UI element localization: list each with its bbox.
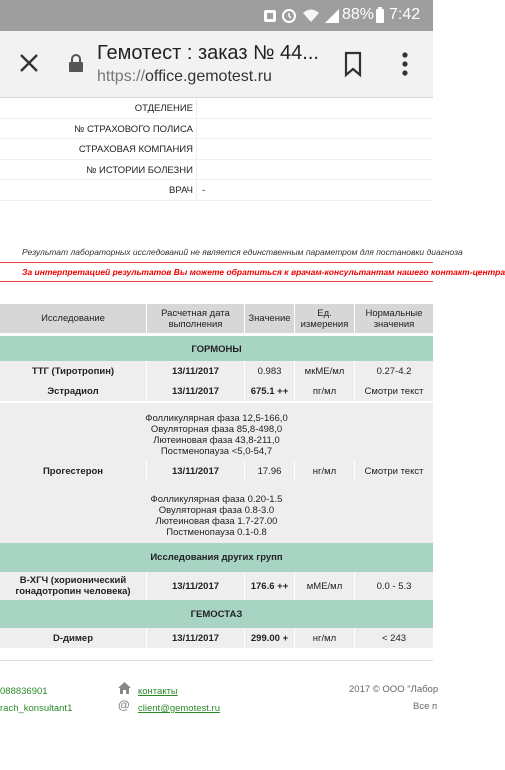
footer-divider <box>0 660 433 661</box>
battery-icon <box>375 7 385 24</box>
note-line: Фолликулярная фаза 0.20-1.5 <box>150 494 283 505</box>
wifi-icon <box>302 7 320 24</box>
page-url[interactable] <box>97 68 272 86</box>
info-row-policy <box>0 119 433 140</box>
group-header: Исследования других групп <box>0 543 433 572</box>
col-unit: Ед. измерения <box>295 304 355 333</box>
at-sign-icon: @ <box>118 698 130 712</box>
test-name: Прогестерон <box>0 461 147 481</box>
test-unit: пг/мл <box>295 381 355 401</box>
test-name: D-димер <box>0 628 147 648</box>
info-label: № ИСТОРИИ БОЛЕЗНИ <box>86 164 193 176</box>
battery-percent: 88% <box>342 6 375 23</box>
url-scheme: https:// <box>97 68 146 85</box>
col-norm: Нормальные значения <box>365 307 423 330</box>
note-line: Овуляторная фаза 85,8-498,0 <box>150 424 283 435</box>
table-row <box>0 381 433 401</box>
info-value <box>196 139 433 159</box>
test-name: ТТГ (Тиротропин) <box>0 361 147 381</box>
note-line: Постменопауза 0.1-0.8 <box>166 527 267 538</box>
info-label: ОТДЕЛЕНИЕ <box>134 103 193 114</box>
info-value <box>196 160 433 180</box>
browser-toolbar <box>0 31 433 98</box>
order-info <box>0 98 433 201</box>
test-name: Эстрадиол <box>0 381 147 401</box>
info-value <box>196 98 433 118</box>
test-unit: мМЕ/мл <box>295 572 355 600</box>
bookmark-icon[interactable] <box>340 50 366 78</box>
test-norm: 0.0 - 5.3 <box>376 580 412 592</box>
test-value: 176.6 ++ <box>245 572 295 600</box>
footer-phone[interactable]: 088836901 <box>0 686 48 697</box>
col-test: Исследование <box>0 304 147 333</box>
consultation-notice <box>0 262 505 282</box>
info-row-history <box>0 160 433 181</box>
test-norm: < 243 <box>381 632 407 644</box>
disclaimer-note: Результат лабораторных исследований не является единственным параметром для постановки диагноза <box>22 247 463 257</box>
note-line: Лютеиновая фаза 1.7-27.00 <box>155 516 278 527</box>
info-row-insurance <box>0 139 433 160</box>
close-icon[interactable] <box>14 48 44 78</box>
test-unit: нг/мл <box>295 461 355 481</box>
info-value <box>196 119 433 139</box>
footer-consultant[interactable]: rach_konsultant1 <box>0 703 73 714</box>
info-row-department <box>0 98 433 119</box>
status-bar <box>0 0 433 31</box>
test-value: 17.96 <box>245 461 295 481</box>
android-notification-icon <box>263 7 277 24</box>
url-host: office.gemotest.ru <box>145 68 272 85</box>
note-line: Овуляторная фаза 0.8-3.0 <box>158 505 275 516</box>
test-norm: Смотри текст <box>364 465 424 477</box>
more-options-icon[interactable] <box>396 49 414 79</box>
group-header: ГОРМОНЫ <box>0 336 433 363</box>
test-norm: Смотри текст <box>364 385 424 397</box>
note-line: Постменопауза <5,0-54,7 <box>160 446 273 457</box>
lock-icon <box>68 53 84 73</box>
consultation-notice-text: За интерпретацией результатов Вы можете обратиться к врачам-консультантам нашего контакт-центра <box>22 267 505 277</box>
table-row <box>0 572 433 600</box>
note-line: Фолликулярная фаза 12,5-166,0 <box>145 413 288 424</box>
email-link[interactable]: client@gemotest.ru <box>138 703 220 714</box>
info-label: СТРАХОВАЯ КОМПАНИЯ <box>78 144 193 155</box>
test-value: 675.1 ++ <box>245 381 295 401</box>
test-value: 299.00 + <box>245 628 295 648</box>
contacts-link[interactable]: контакты <box>138 686 178 697</box>
clock: 7:42 <box>389 6 421 23</box>
col-date: Расчетная дата выполнения <box>147 304 245 333</box>
table-row <box>0 628 433 648</box>
table-row <box>0 361 433 381</box>
test-unit: нг/мл <box>295 628 355 648</box>
info-label: № СТРАХОВОГО ПОЛИСА <box>74 123 193 135</box>
page-title: Гемотест : заказ № 44... <box>97 42 319 64</box>
info-label: ВРАЧ <box>169 185 193 196</box>
note-line: Лютеиновая фаза 43,8-211,0 <box>153 435 280 446</box>
table-row <box>0 461 433 481</box>
col-value: Значение <box>245 304 295 333</box>
estradiol-reference-notes <box>0 403 433 461</box>
test-date: 13/11/2017 <box>147 381 245 401</box>
test-date: 13/11/2017 <box>147 361 245 381</box>
test-date: 13/11/2017 <box>147 628 245 648</box>
info-value: - <box>196 180 433 200</box>
alarm-icon <box>281 7 297 24</box>
test-name: B-ХГЧ (хорионический гонадотропин человека) <box>0 572 147 600</box>
progesterone-reference-notes <box>0 481 433 543</box>
info-row-doctor <box>0 180 433 201</box>
group-header: ГЕМОСТАЗ <box>0 600 433 628</box>
copyright: 2017 © ООО "Лабор <box>349 684 439 695</box>
table-header <box>0 304 433 333</box>
test-date: 13/11/2017 <box>147 572 245 600</box>
test-date: 13/11/2017 <box>147 461 245 481</box>
test-norm: 0.27-4.2 <box>376 365 412 377</box>
signal-icon <box>324 7 340 24</box>
rights-text: Все п <box>413 701 438 712</box>
home-icon <box>118 682 131 694</box>
test-unit: мкМЕ/мл <box>295 361 355 381</box>
test-value: 0.983 <box>245 361 295 381</box>
